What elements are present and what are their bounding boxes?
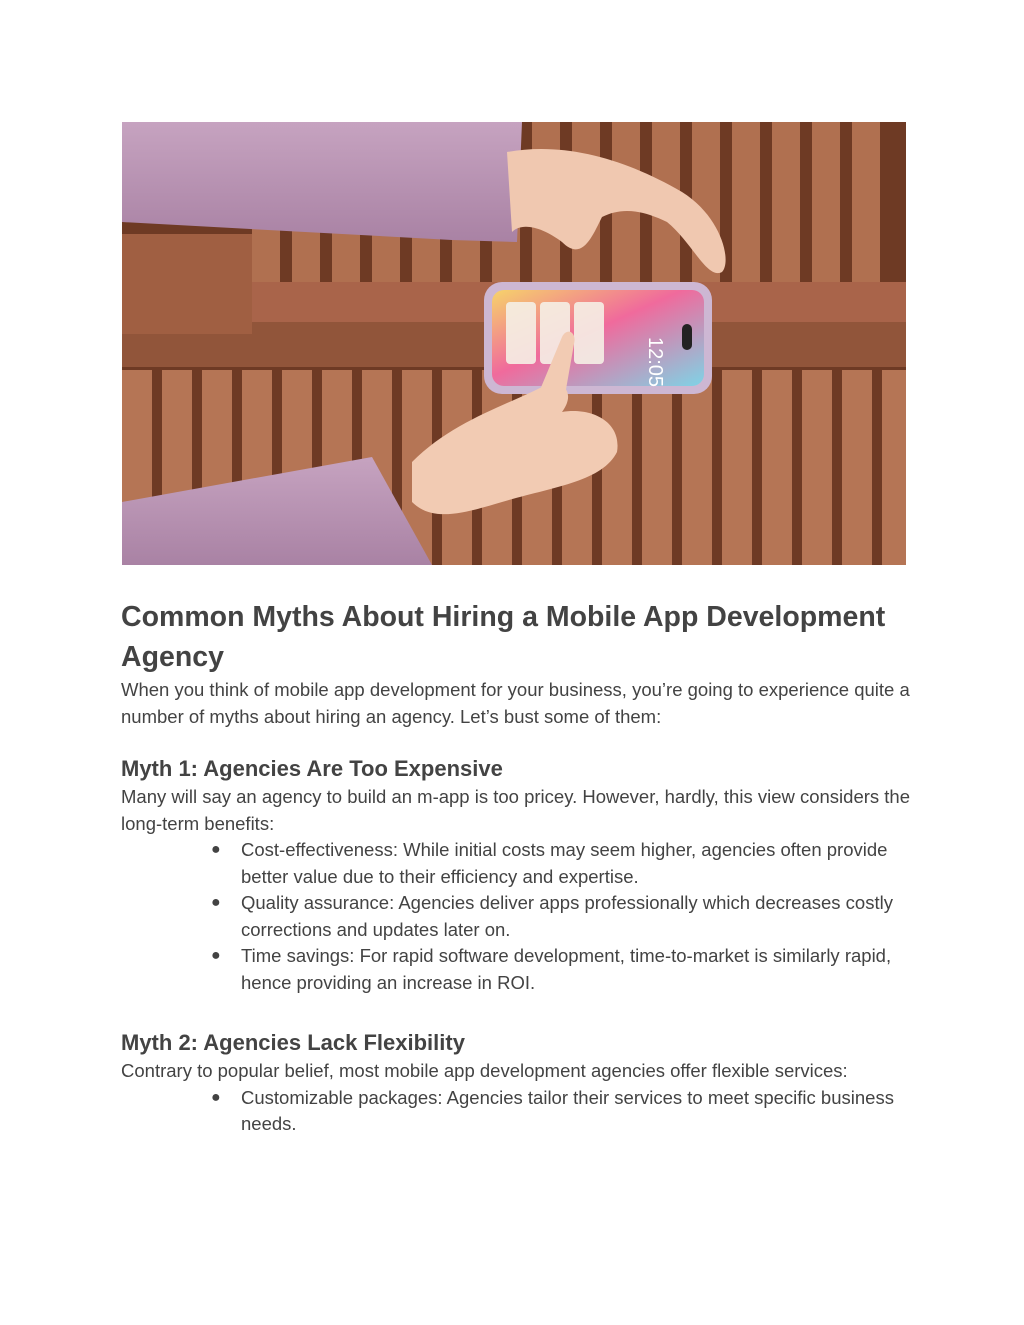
myth2-heading: Myth 2: Agencies Lack Flexibility	[121, 1030, 465, 1055]
myth2-list	[121, 1085, 911, 1138]
list-item: ● Quality assurance: Agencies deliver apps professionally which decreases costly corrections and updates later on.	[211, 892, 893, 940]
list-item: ● Customizable packages: Agencies tailor their services to meet specific business needs.	[211, 1086, 894, 1134]
article	[121, 597, 911, 1138]
myth1-heading: Myth 1: Agencies Are Too Expensive	[121, 756, 503, 781]
phone-clock: 12:05	[644, 337, 666, 388]
intro-paragraph: When you think of mobile app development for your business, you’re going to experience quite a number of myths about hiring an agency. Let’s bust some of them:	[121, 679, 910, 727]
bullet-icon: ●	[211, 841, 221, 858]
myth1-paragraph: Many will say an agency to build an m-app is too pricey. However, hardly, this view considers the long-term benefits:	[121, 786, 911, 834]
hero-image	[122, 122, 906, 565]
myth2-paragraph: Contrary to popular belief, most mobile app development agencies offer flexible services:	[121, 1060, 848, 1081]
bullet-icon: ●	[211, 947, 221, 964]
list-item: ● Time savings: For rapid software development, time-to-market is similarly rapid, hence providing an increase in ROI.	[211, 945, 892, 993]
article-title: Common Myths About Hiring a Mobile App Development Agency	[121, 601, 886, 673]
bullet-icon: ●	[211, 1088, 221, 1106]
bullet-icon: ●	[211, 894, 221, 911]
list-item: ● Cost-effectiveness: While initial costs may seem higher, agencies often provide better value due to their efficiency and expertise.	[211, 839, 888, 887]
myth1-list	[121, 837, 911, 996]
